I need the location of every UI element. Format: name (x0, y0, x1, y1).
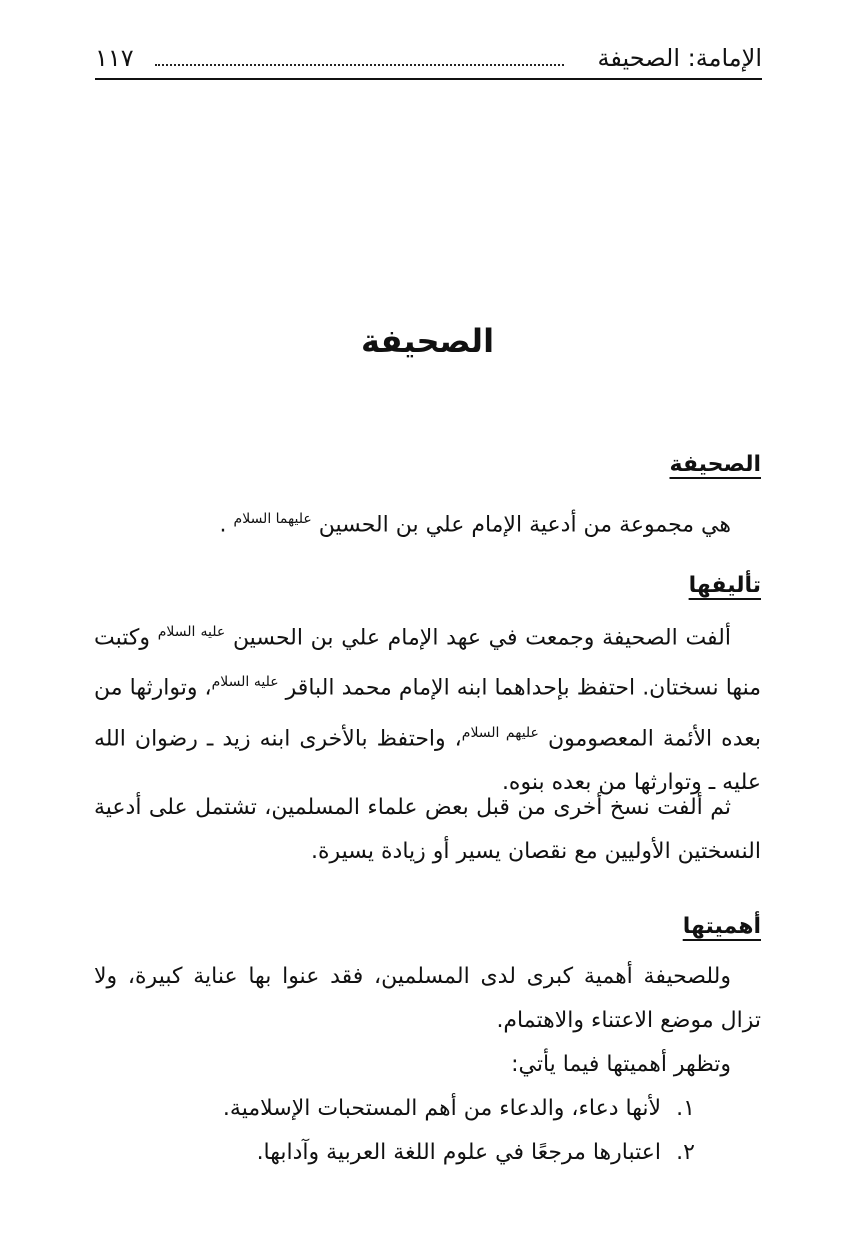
section-heading-importance: أهميتها (682, 914, 761, 939)
list-item (115, 1087, 695, 1131)
importance-paragraph-1: وللصحيفة أهمية كبرى لدى المسلمين، فقد عنوا بها عناية كبيرة، ولا تزال موضع الاعتناء والاهتمام. (94, 964, 761, 1033)
list-item-text: اعتبارها مرجعًا في علوم اللغة العربية وآدابها. (256, 1140, 661, 1165)
authorship-text-a: ألفت الصحيفة وجمعت في عهد الإمام علي بن الحسين (232, 625, 731, 651)
honorific-glyph: عليه السلام (157, 624, 226, 640)
page-number: ١١٧ (95, 44, 134, 72)
honorific-glyph: عليهما السلام (233, 511, 312, 527)
section-heading-authorship: تأليفها (688, 573, 761, 598)
list-item-number: ١. (676, 1096, 695, 1121)
authorship-paragraph-2: ثم ألفت نسخ أخرى من قبل بعض علماء المسلمين، تشتمل على أدعية النسختين الأوليين مع نقصان يسير أو زيادة يسيرة. (94, 795, 761, 864)
importance-paragraph-2: وتظهر أهميتها فيما يأتي: (511, 1052, 731, 1077)
authorship-text-b: وكتبت منها نسختان. احتفظ بإحداهما ابنه الإمام محمد الباقر (94, 625, 761, 701)
chapter-title: الصحيفة (360, 322, 495, 360)
authorship-paragraph-1 (94, 610, 761, 805)
list-item (115, 1131, 695, 1175)
definition-paragraph (94, 497, 761, 547)
header-leader-dots (155, 64, 564, 66)
honorific-glyph: عليه السلام (211, 674, 279, 691)
definition-end: . (219, 512, 227, 538)
authorship-text-d: ، واحتفظ بالأخرى ابنه زيد ـ رضوان الله عليه ـ وتوارثها من بعده بنوه. (94, 725, 761, 795)
list-item-number: ٢. (676, 1140, 695, 1165)
section-heading-definition: الصحيفة (669, 452, 761, 477)
header-title: الإمامة: الصحيفة (597, 44, 762, 72)
importance-list (115, 1087, 695, 1175)
definition-text: هي مجموعة من أدعية الإمام علي بن الحسين (318, 512, 731, 538)
authorship-text-c: ، وتوارثها من بعده الأئمة المعصومون (94, 675, 761, 751)
running-header (95, 40, 762, 80)
list-item-text: لأنها دعاء، والدعاء من أهم المستحبات الإسلامية. (222, 1096, 661, 1121)
honorific-glyph: عليهم السلام (461, 724, 539, 741)
